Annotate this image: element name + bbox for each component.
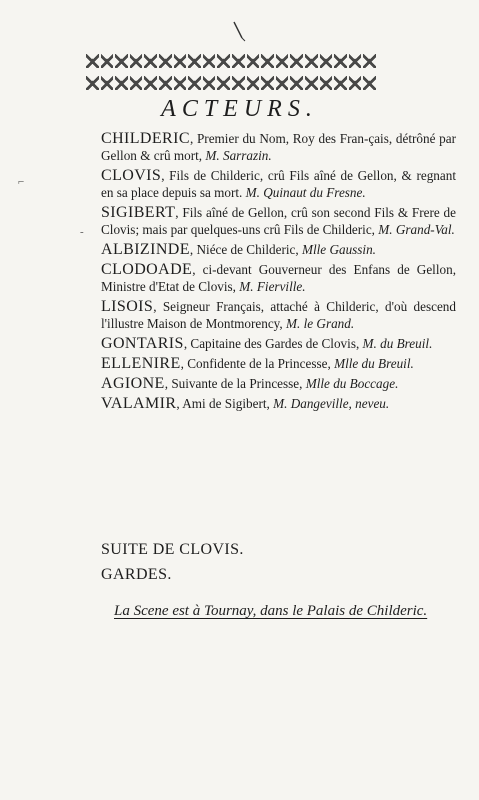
- character-name: LISOIS: [101, 298, 154, 315]
- cast-list: [101, 130, 456, 415]
- character-description: , Confidente de la Princesse,: [180, 356, 331, 371]
- character-description: , Capitaine des Gardes de Clovis,: [183, 336, 360, 351]
- character-description: , Niéce de Childeric,: [189, 242, 299, 257]
- actor-name: M. Quinaut du Fresne.: [245, 185, 366, 200]
- cast-entry-valamir: [101, 395, 456, 412]
- margin-mark: -: [80, 226, 84, 238]
- cast-entry-childeric: [101, 130, 456, 164]
- actor-name: Mlle du Boccage.: [305, 376, 399, 391]
- gardes: GARDES.: [101, 566, 172, 583]
- character-name: GONTARIS: [101, 335, 184, 352]
- decorative-border-ornament: [86, 54, 376, 90]
- suite-de-clovis: SUITE DE CLOVIS.: [101, 541, 244, 558]
- character-name: CLODOADE: [101, 261, 193, 278]
- character-description: , Fils aîné de Gellon, crû son second Fils & Frere de Clovis; mais par quelques-uns crû Fils de Childeric,: [101, 205, 456, 237]
- cast-entry-clodoade: [101, 261, 456, 295]
- ink-stroke-mark: [232, 20, 246, 42]
- character-name: CHILDERIC: [101, 130, 190, 147]
- character-description: , Seigneur Français, attaché à Childeric, d'où descend l'illustre Maison de Montmorency,: [101, 299, 456, 331]
- character-name: ALBIZINDE: [101, 241, 190, 258]
- character-description: , ci-devant Gouverneur des Enfans de Gellon, Ministre d'Etat de Clovis,: [101, 262, 456, 294]
- ornament-row-bottom: [86, 76, 376, 90]
- actor-name: Mlle du Breuil.: [334, 356, 414, 371]
- page-heading: ACTEURS.: [161, 96, 318, 122]
- character-name: CLOVIS: [101, 167, 162, 184]
- actor-name: M. Dangeville, neveu.: [273, 396, 390, 411]
- character-description: , Suivante de la Princesse,: [164, 376, 303, 391]
- actor-name: M. le Grand.: [286, 316, 355, 331]
- cast-entry-ellenire: [101, 355, 456, 372]
- cast-entry-clovis: [101, 167, 456, 201]
- character-name: ELLENIRE: [101, 355, 181, 372]
- margin-mark: ⌐: [18, 176, 25, 188]
- actor-name: M. Grand-Val.: [378, 222, 455, 237]
- cast-entry-albizinde: [101, 241, 456, 258]
- cast-entry-lisois: [101, 298, 456, 332]
- character-description: , Premier du Nom, Roy des Fran-çais, détrôné par Gellon & crû mort,: [101, 131, 456, 163]
- character-name: VALAMIR: [101, 395, 177, 412]
- ornament-row-top: [86, 54, 376, 68]
- cast-entry-sigibert: [101, 204, 456, 238]
- actor-name: M. Fierville.: [239, 279, 306, 294]
- cast-entry-gontaris: [101, 335, 456, 352]
- character-description: , Fils de Childeric, crû Fils aîné de Gellon, & regnant en sa place depuis sa mort.: [101, 168, 456, 200]
- character-name: SIGIBERT: [101, 204, 176, 221]
- actor-name: M. Sarrazin.: [205, 148, 272, 163]
- actor-name: M. du Breuil.: [362, 336, 433, 351]
- scene-location: La Scene est à Tournay, dans le Palais de Childeric.: [114, 603, 428, 619]
- character-description: , Ami de Sigibert,: [176, 396, 270, 411]
- cast-entry-agione: [101, 375, 456, 392]
- character-name: AGIONE: [101, 375, 165, 392]
- actor-name: Mlle Gaussin.: [301, 242, 376, 257]
